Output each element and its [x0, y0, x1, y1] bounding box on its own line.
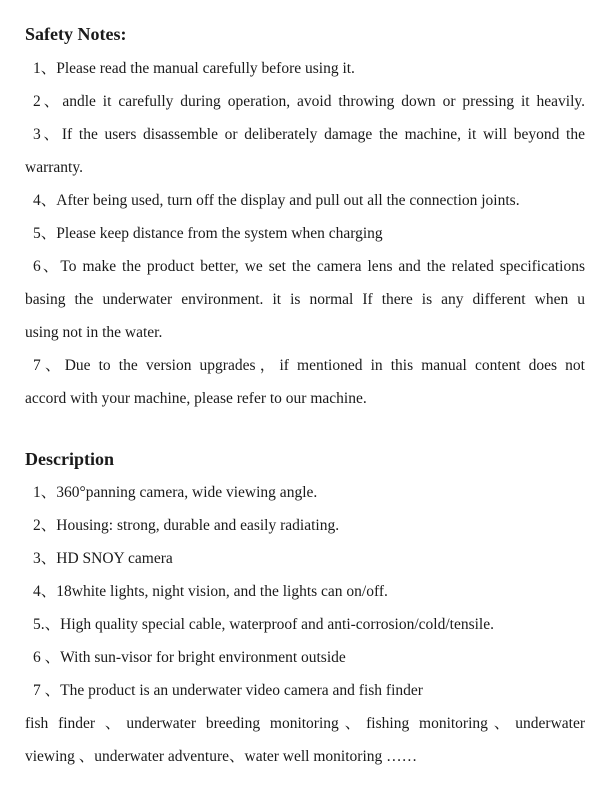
- safety-note-7-cont: accord with your machine, please refer to our machine.: [25, 390, 367, 407]
- safety-notes-heading: Safety Notes:: [25, 24, 127, 44]
- safety-note-4: 4、After being used, turn off the display and pull out all the connection joints.: [33, 192, 520, 209]
- safety-note-7: 7、Due to the version upgrades，if mentioned in this manual content does not: [33, 357, 585, 374]
- safety-note-6-cont-2: using not in the water.: [25, 324, 163, 341]
- safety-note-3: 3、If the users disassemble or deliberately damage the machine, it will beyond the: [33, 126, 585, 143]
- safety-note-1: 1、Please read the manual carefully before using it.: [33, 60, 355, 77]
- safety-note-3-cont: warranty.: [25, 159, 83, 176]
- description-heading: Description: [25, 449, 114, 469]
- safety-note-6: 6、To make the product better, we set the camera lens and the related specifications: [33, 258, 585, 275]
- description-item-7-cont-2: viewing 、underwater adventure、water well monitoring ……: [25, 748, 418, 765]
- description-item-4: 4、18white lights, night vision, and the lights can on/off.: [33, 583, 388, 600]
- safety-note-2: 2、andle it carefully during operation, avoid throwing down or pressing it heavily.: [33, 93, 585, 110]
- safety-note-6-cont-1: basing the underwater environment. it is normal If there is any different when u: [25, 291, 585, 308]
- description-item-6: 6 、With sun-visor for bright environment outside: [33, 649, 346, 666]
- description-item-5: 5.、High quality special cable, waterproof and anti-corrosion/cold/tensile.: [33, 616, 494, 633]
- description-item-3: 3、HD SNOY camera: [33, 550, 173, 567]
- description-item-1: 1、360°panning camera, wide viewing angle.: [33, 484, 318, 501]
- description-item-7: 7 、The product is an underwater video camera and fish finder: [33, 682, 423, 699]
- safety-note-5: 5、Please keep distance from the system when charging: [33, 225, 383, 242]
- description-item-2: 2、Housing: strong, durable and easily radiating.: [33, 517, 340, 534]
- description-item-7-cont-1: fish finder 、underwater breeding monitoring、fishing monitoring、underwater: [25, 715, 585, 732]
